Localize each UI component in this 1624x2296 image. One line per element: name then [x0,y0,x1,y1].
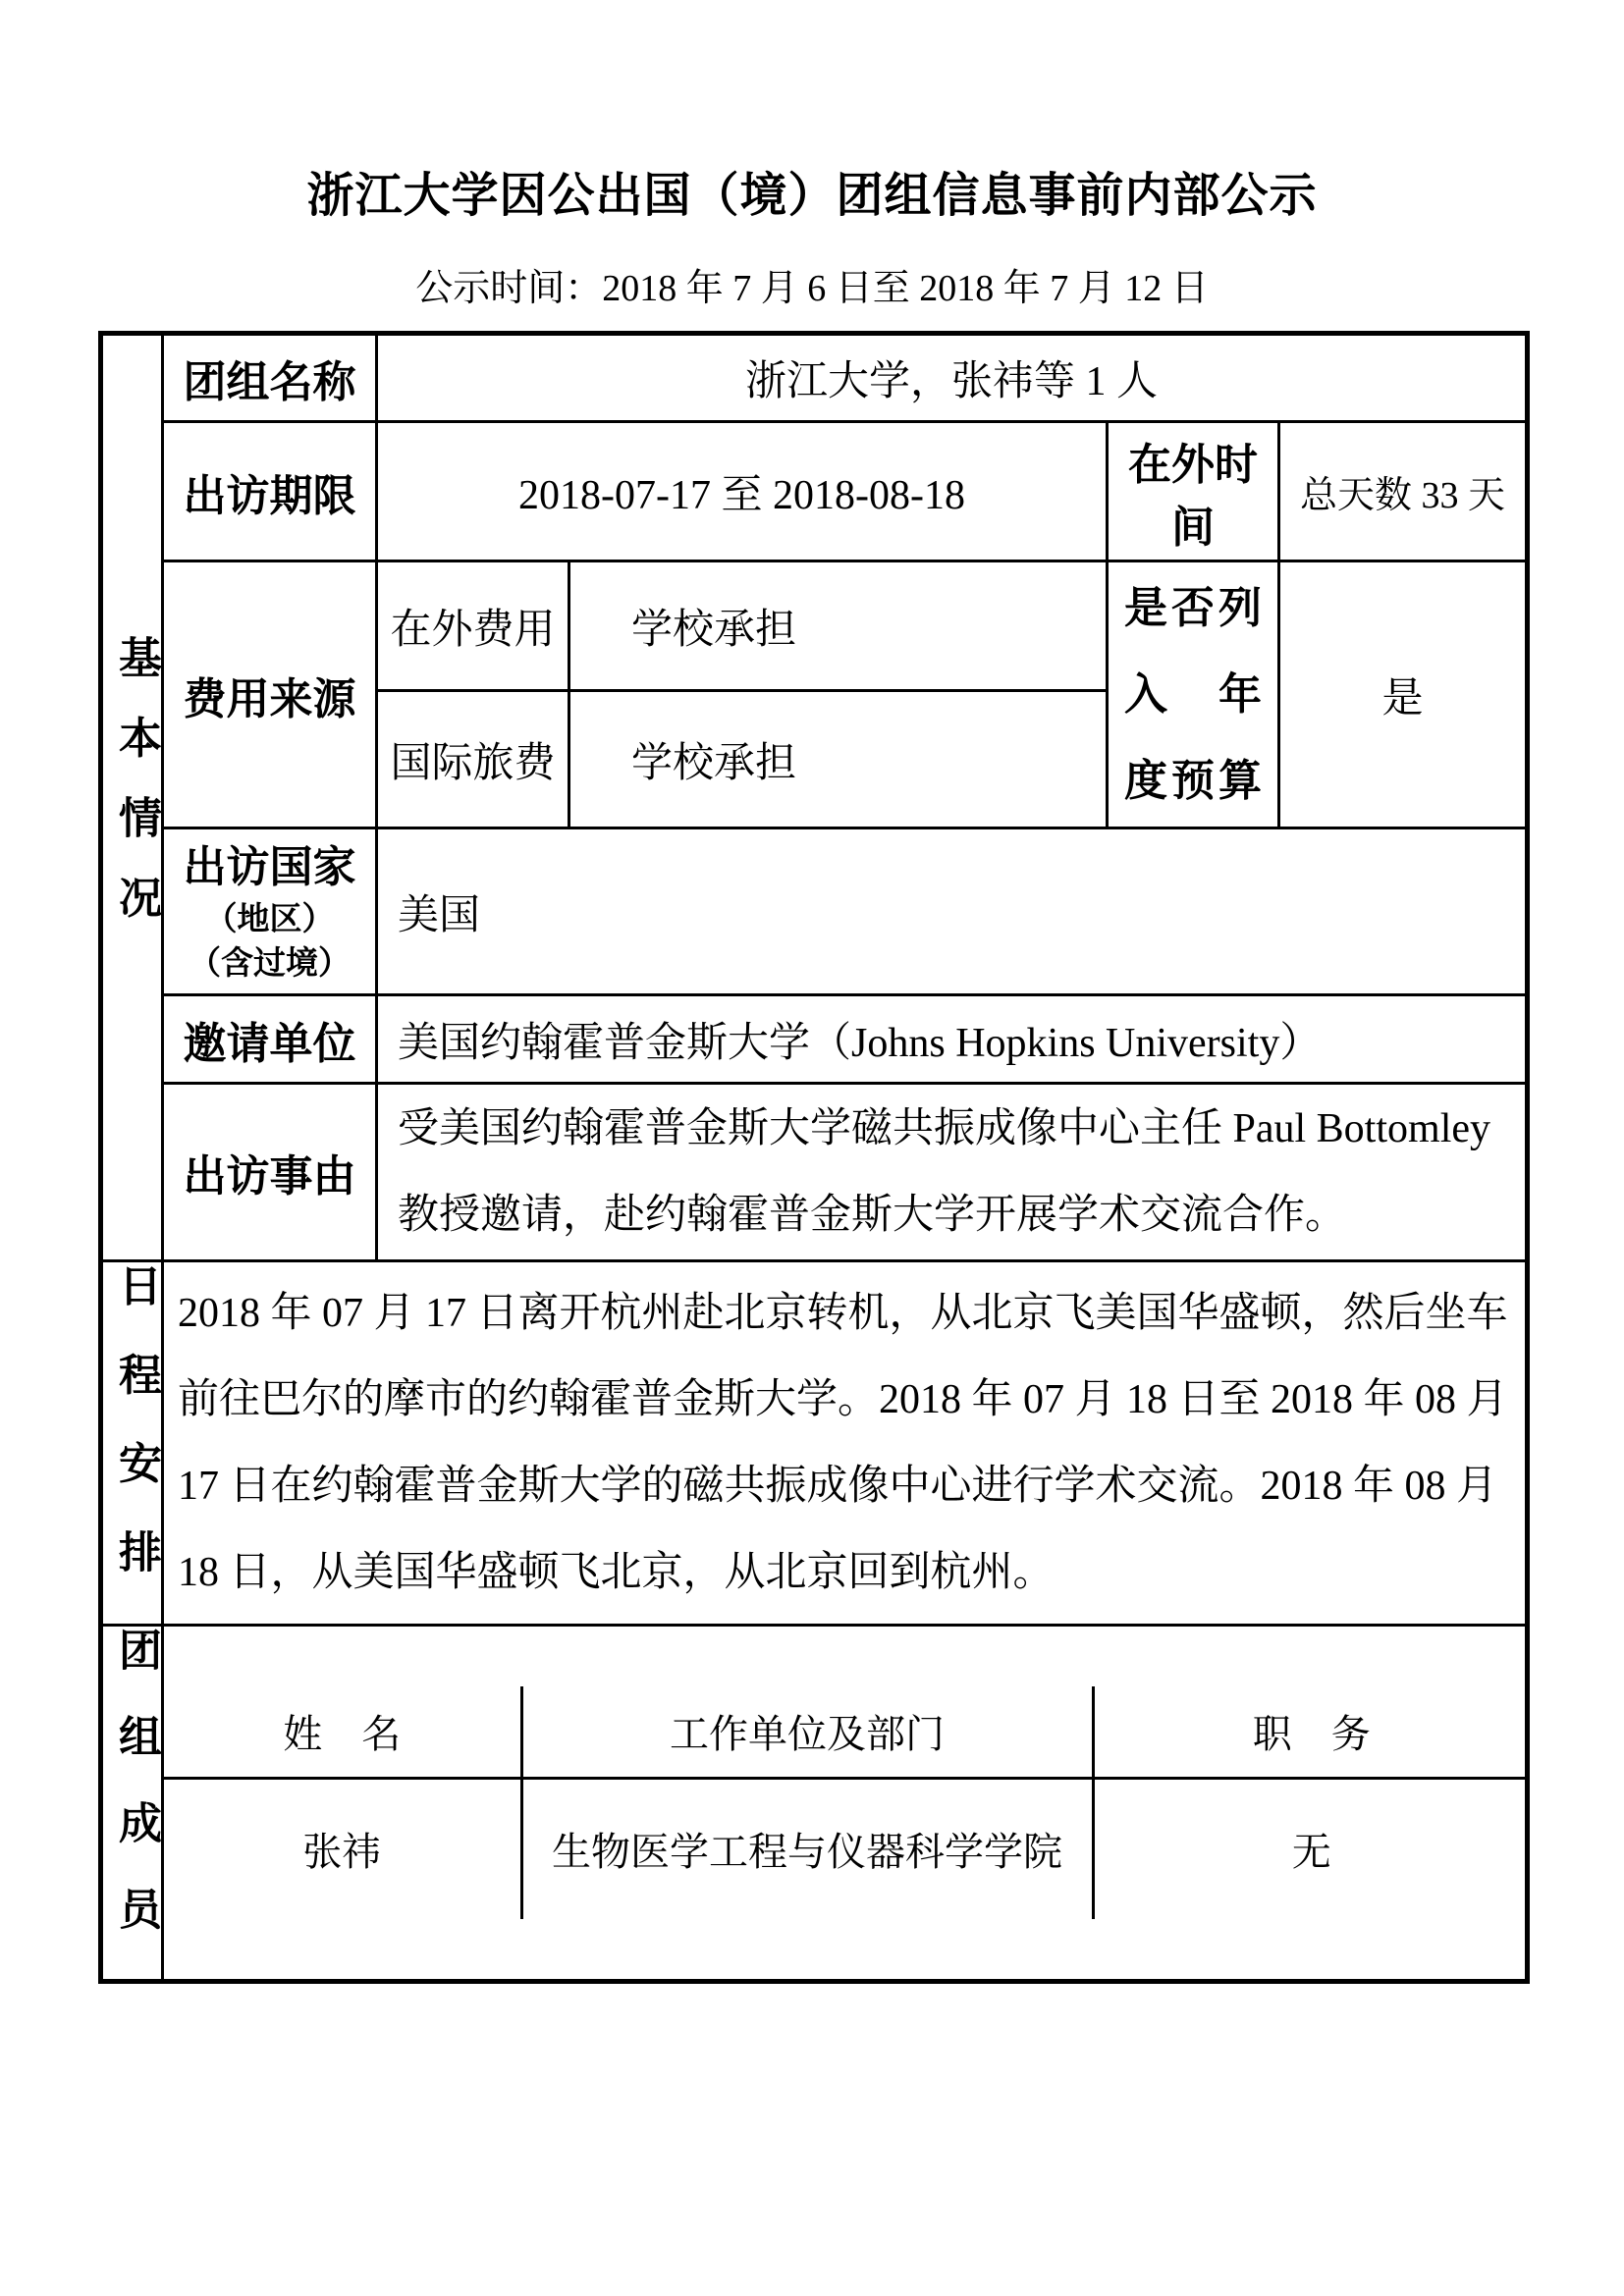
group-name-value: 浙江大学，张祎等 1 人 [377,334,1528,422]
members-header-position: 职 务 [1093,1686,1528,1779]
destination-label-note2: （含过境） [189,943,351,981]
inviting-org-label: 邀请单位 [163,995,377,1084]
annual-budget-label-line2: 入年 [1124,669,1262,719]
annual-budget-value: 是 [1279,561,1528,828]
time-abroad-label: 在外时间 [1108,422,1279,561]
section-basic-info-label: 基本情况 [112,635,160,955]
section-members-label: 团组成员 [112,1627,160,1973]
members-header-row [164,1686,1528,1779]
funding-item-abroad-value: 学校承担 [569,561,1108,691]
inviting-org-value: 美国约翰霍普金斯大学（Johns Hopkins University） [377,995,1528,1084]
member-department: 生物医学工程与仪器科学学院 [521,1778,1093,1919]
visit-reason-label: 出访事由 [163,1084,377,1261]
visit-period-label: 出访期限 [163,422,377,561]
destination-label-main: 出访国家 [183,842,356,891]
funding-item-intl-value: 学校承担 [569,691,1108,828]
section-members [101,1625,163,1981]
visit-reason-value: 受美国约翰霍普金斯大学磁共振成像中心主任 Paul Bottomley 教授邀请，赴约翰霍普金斯大学开展学术交流合作。 [377,1084,1528,1261]
funding-source-label: 费用来源 [163,561,377,828]
section-itinerary-label: 日程安排 [112,1263,160,1618]
publicity-time: 公示时间：2018 年 7 月 6 日至 2018 年 7 月 12 日 [415,268,1209,309]
info-table [98,331,1530,1984]
member-name: 张祎 [302,1830,382,1875]
itinerary-text: 2018 年 07 月 17 日离开杭州赴北京转机，从北京飞美国华盛顿，然后坐车前往巴尔的摩市的约翰霍普金斯大学。2018 年 07 月 18 日至 2018 年 08 月 17 日在约翰霍普金斯大学的磁共振成像中心进行学术交流。2018 年 08 月 18 日，从美国华盛顿飞北京，从北京回到杭州。 [163,1261,1528,1626]
destination-label-note1: （地区） [204,899,335,936]
funding-item-intl-label: 国际旅费 [377,691,569,828]
member-position: 无 [1291,1830,1331,1875]
section-basic-info [101,334,163,1261]
funding-item-abroad-label: 在外费用 [377,561,569,691]
section-itinerary [101,1261,163,1626]
members-header-name: 姓 名 [164,1686,521,1779]
annual-budget-label-line1: 是否列 [1124,583,1262,632]
destination-value: 美国 [377,828,1528,995]
annual-budget-label-line3: 度预算 [1124,756,1262,805]
visit-period-value: 2018-07-17 至 2018-08-18 [377,422,1108,561]
member-row [164,1778,1528,1919]
document-title: 浙江大学因公出国（境）团组信息事前内部公示 [306,170,1318,222]
destination-label [163,828,377,995]
group-name-label: 团组名称 [163,334,377,422]
members-header-department: 工作单位及部门 [521,1686,1093,1779]
annual-budget-label [1108,561,1279,828]
time-abroad-value: 总天数 33 天 [1279,422,1528,561]
members-table-container [163,1625,1528,1981]
members-table [164,1686,1528,1919]
